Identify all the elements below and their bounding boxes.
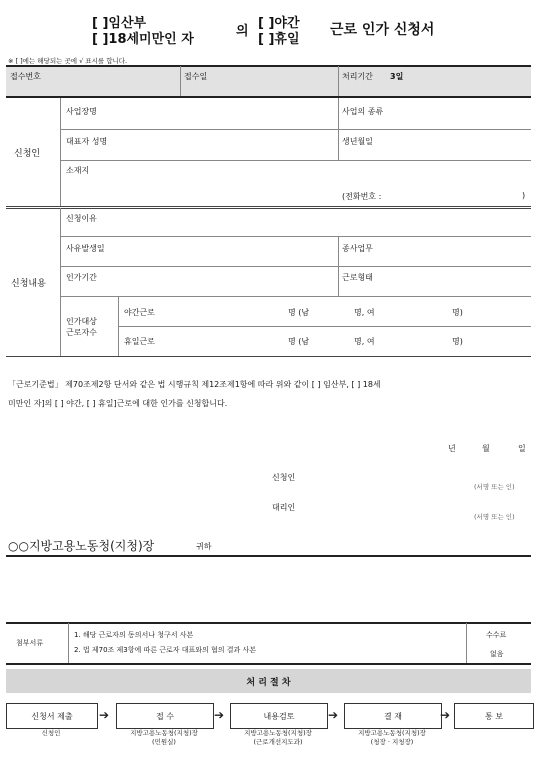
phone-label: (전화번호 :: [342, 192, 382, 201]
birth-date-label: 생년월일: [342, 137, 373, 146]
workplace-name-label: 사업장명: [66, 107, 97, 116]
holiday-work-label: 휴일근로: [124, 337, 155, 346]
work-form-label: 근로형태: [342, 273, 373, 282]
night-work-label: 야간근로: [124, 308, 155, 317]
applicant-sign-note: (서명 또는 인): [474, 483, 515, 491]
holiday-male-text: 명, 여: [354, 337, 375, 346]
statement-line-2: 미만인 자]의 [ ] 야간, [ ] 휴일]근로에 대한 인가를 신청합니다.: [8, 399, 228, 408]
holiday-count-text: 명 (남: [288, 337, 310, 346]
processing-period-label: 처리기간: [342, 72, 373, 81]
step-notify: 통 보: [454, 703, 534, 729]
applicant-sign-label: 신청인: [272, 473, 296, 482]
job-duty-label: 종사업무: [342, 244, 373, 253]
title-option-minor: [ ]18세미만인 자: [92, 32, 194, 47]
addressee: ○○지방고용노동청(지청)장: [8, 539, 155, 553]
receipt-date-label: 접수일: [184, 72, 208, 81]
authorization-period-label: 인가기간: [66, 273, 97, 282]
night-female-text: 명): [452, 308, 463, 317]
step-receipt: 접 수: [116, 703, 214, 729]
arrow-right-icon: ➔: [214, 708, 225, 722]
addressee-suffix: 귀하: [196, 542, 212, 551]
target-workers-label: 인가대상 근로자수: [66, 317, 97, 337]
address-label: 소재지: [66, 166, 90, 175]
receipt-bar: [6, 65, 531, 96]
applicant-section-label: 신청인: [14, 149, 41, 159]
procedure-title: 처 리 절 차: [6, 669, 531, 693]
title-option-night: [ ]야간: [258, 16, 300, 31]
business-type-label: 사업의 종류: [342, 107, 384, 116]
content-section-label: 신청내용: [11, 279, 46, 289]
arrow-right-icon: ➔: [440, 708, 451, 722]
date-year: 년: [448, 444, 456, 453]
step-receipt-sub: 지방고용노동청(지청)장 (민원실): [130, 729, 198, 746]
processing-period-value: 3일: [390, 72, 404, 81]
date-day: 일: [518, 444, 526, 453]
holiday-female-text: 명): [452, 337, 463, 346]
step-review: 내용검토: [230, 703, 328, 729]
night-count-text: 명 (남: [288, 308, 310, 317]
attachments-label: 첨부서류: [16, 639, 44, 647]
title-of: 의: [236, 24, 249, 39]
receipt-number-label: 접수번호: [10, 72, 41, 81]
step-approval-sub: 지방고용노동청(지청)장 (청장 · 지청장): [358, 729, 426, 746]
step-submit: 신청서 제출: [6, 703, 98, 729]
fee-label: 수수료: [486, 631, 507, 639]
agent-sign-note: (서명 또는 인): [474, 513, 515, 521]
step-approval: 결 재: [344, 703, 442, 729]
event-date-label: 사유발생일: [66, 244, 105, 253]
statement-line-1: 「근로기준법」 제70조제2항 단서와 같은 법 시행규칙 제12조제1항에 따라 위와 같이 [ ] 임산부, [ ] 18세: [8, 380, 381, 389]
title-option-pregnant: [ ]임산부: [92, 16, 147, 31]
attachment-item-2: 2. 법 제70조 제3항에 따른 근로자 대표와의 협의 결과 사본: [74, 646, 257, 654]
reason-label: 신청이유: [66, 214, 97, 223]
arrow-right-icon: ➔: [328, 708, 339, 722]
date-month: 월: [482, 444, 490, 453]
phone-close: ): [522, 191, 526, 200]
fee-value: 없음: [490, 650, 504, 658]
page-title: 근로 인가 신청서: [330, 22, 435, 38]
night-male-text: 명, 여: [354, 308, 375, 317]
representative-name-label: 대표자 성명: [66, 137, 108, 146]
title-option-holiday: [ ]휴일: [258, 32, 300, 47]
agent-label: 대리인: [272, 503, 296, 512]
step-review-sub: 지방고용노동청(지청)장 (근로개선지도과): [244, 729, 312, 746]
check-note: ※ [ ]에는 해당되는 곳에 √ 표시를 합니다.: [8, 57, 128, 65]
step-submit-sub: 신청인: [41, 729, 61, 737]
attachment-item-1: 1. 해당 근로자의 동의서나 청구서 사본: [74, 631, 194, 639]
arrow-right-icon: ➔: [99, 708, 110, 722]
